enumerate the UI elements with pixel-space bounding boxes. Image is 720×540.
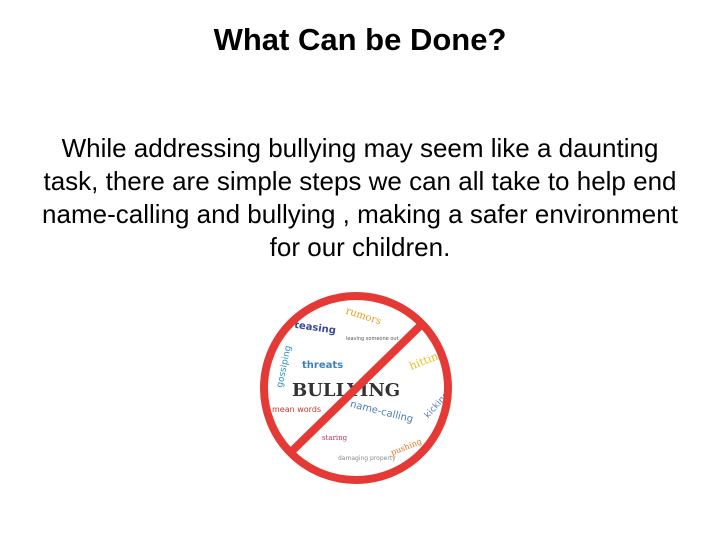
word-rumors: rumors bbox=[344, 305, 383, 328]
word-threats: threats bbox=[302, 360, 344, 371]
word-kicking: kicking bbox=[422, 390, 452, 421]
word-name-calling: name-calling bbox=[348, 399, 415, 426]
word-excluding: leaving someone out bbox=[346, 336, 399, 342]
word-mean-words: mean words bbox=[272, 405, 322, 414]
word-teasing: teasing bbox=[293, 319, 337, 337]
word-hitting: hitting bbox=[407, 346, 447, 373]
word-staring: staring bbox=[322, 434, 348, 442]
slide-title: What Can be Done? bbox=[213, 22, 507, 57]
no-bullying-sign-graphic bbox=[250, 288, 462, 490]
center-bullying-label: BULLYING bbox=[292, 380, 401, 401]
word-gossiping: gossiping bbox=[275, 344, 294, 389]
slide-body-text: While addressing bullying may seem like a daunting task, there are simple steps we can all take to help end name-calling and bullying , making a safer environment for our children. bbox=[42, 133, 678, 262]
word-pushing: pushing bbox=[389, 436, 423, 458]
word-damaging-property: damaging property bbox=[338, 455, 396, 462]
